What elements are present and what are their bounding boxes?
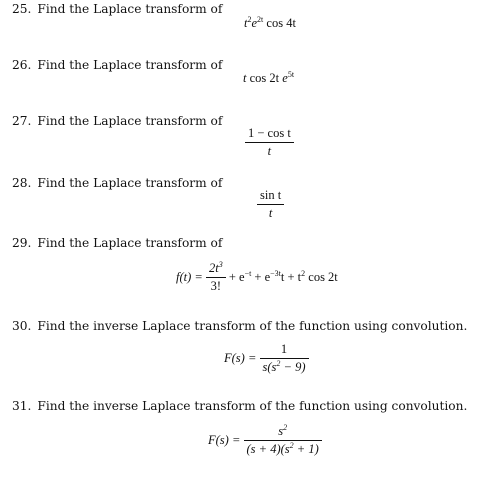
problem-30 — [12, 319, 467, 333]
denominator: t — [267, 144, 272, 158]
denominator: $s(s^2 - 9)$ — [262, 359, 306, 374]
problem-text: Find the Laplace transform of — [37, 236, 223, 250]
problem-28 — [12, 176, 222, 190]
problem-text: Find the inverse Laplace transform of the function using convolution. — [37, 399, 468, 413]
expression-28 — [257, 188, 284, 221]
numerator: sin t — [257, 188, 284, 205]
problem-text: Find the inverse Laplace transform of the function using convolution. — [37, 319, 468, 333]
problem-number: 27. — [12, 114, 32, 128]
problem-number: 30. — [12, 319, 32, 333]
problem-text: Find the Laplace transform of — [37, 114, 223, 128]
numerator: 1 — [260, 342, 309, 359]
expression-27 — [245, 126, 294, 159]
numerator: $s^2$ — [244, 424, 322, 441]
problem-29 — [12, 236, 222, 250]
fraction — [257, 188, 284, 221]
expression-31: F(s) = $\frac{s^2}{(s + 4)(s^2 + 1)}$ — [208, 424, 322, 457]
problem-26 — [12, 58, 222, 72]
numerator: $2t^3$ — [206, 261, 226, 278]
expression-25: $t^2e^{2t}$ cos 4t — [244, 15, 296, 30]
problem-number: 28. — [12, 176, 32, 190]
expression-26: t cos 2t $e^{5t}$ — [243, 70, 295, 85]
fraction — [260, 342, 309, 375]
denominator: $(s + 4)(s^2 + 1)$ — [246, 441, 319, 456]
fraction — [245, 126, 294, 159]
denominator: 3! — [210, 279, 222, 293]
problem-31 — [12, 399, 467, 413]
fraction — [244, 424, 322, 457]
problem-27 — [12, 114, 222, 128]
denominator: t — [268, 206, 273, 220]
fraction — [206, 261, 226, 294]
numerator: 1 − cos t — [245, 126, 294, 143]
problem-number: 31. — [12, 399, 32, 413]
problem-25 — [12, 2, 222, 16]
expression-29: f(t) = $\frac{2t^3}{3!}$ + $e^{-t} + e^{-3t}t + t^2$ cos 2t — [176, 260, 338, 293]
problem-text: Find the Laplace transform of — [37, 176, 223, 190]
problem-number: 25. — [12, 2, 32, 16]
expression-30: F(s) = $\frac{1}{s(s^2 - 9)}$ — [224, 342, 309, 375]
problem-number: 26. — [12, 58, 32, 72]
problem-number: 29. — [12, 236, 32, 250]
problem-text: Find the Laplace transform of — [37, 58, 223, 72]
problem-text: Find the Laplace transform of — [37, 2, 223, 16]
